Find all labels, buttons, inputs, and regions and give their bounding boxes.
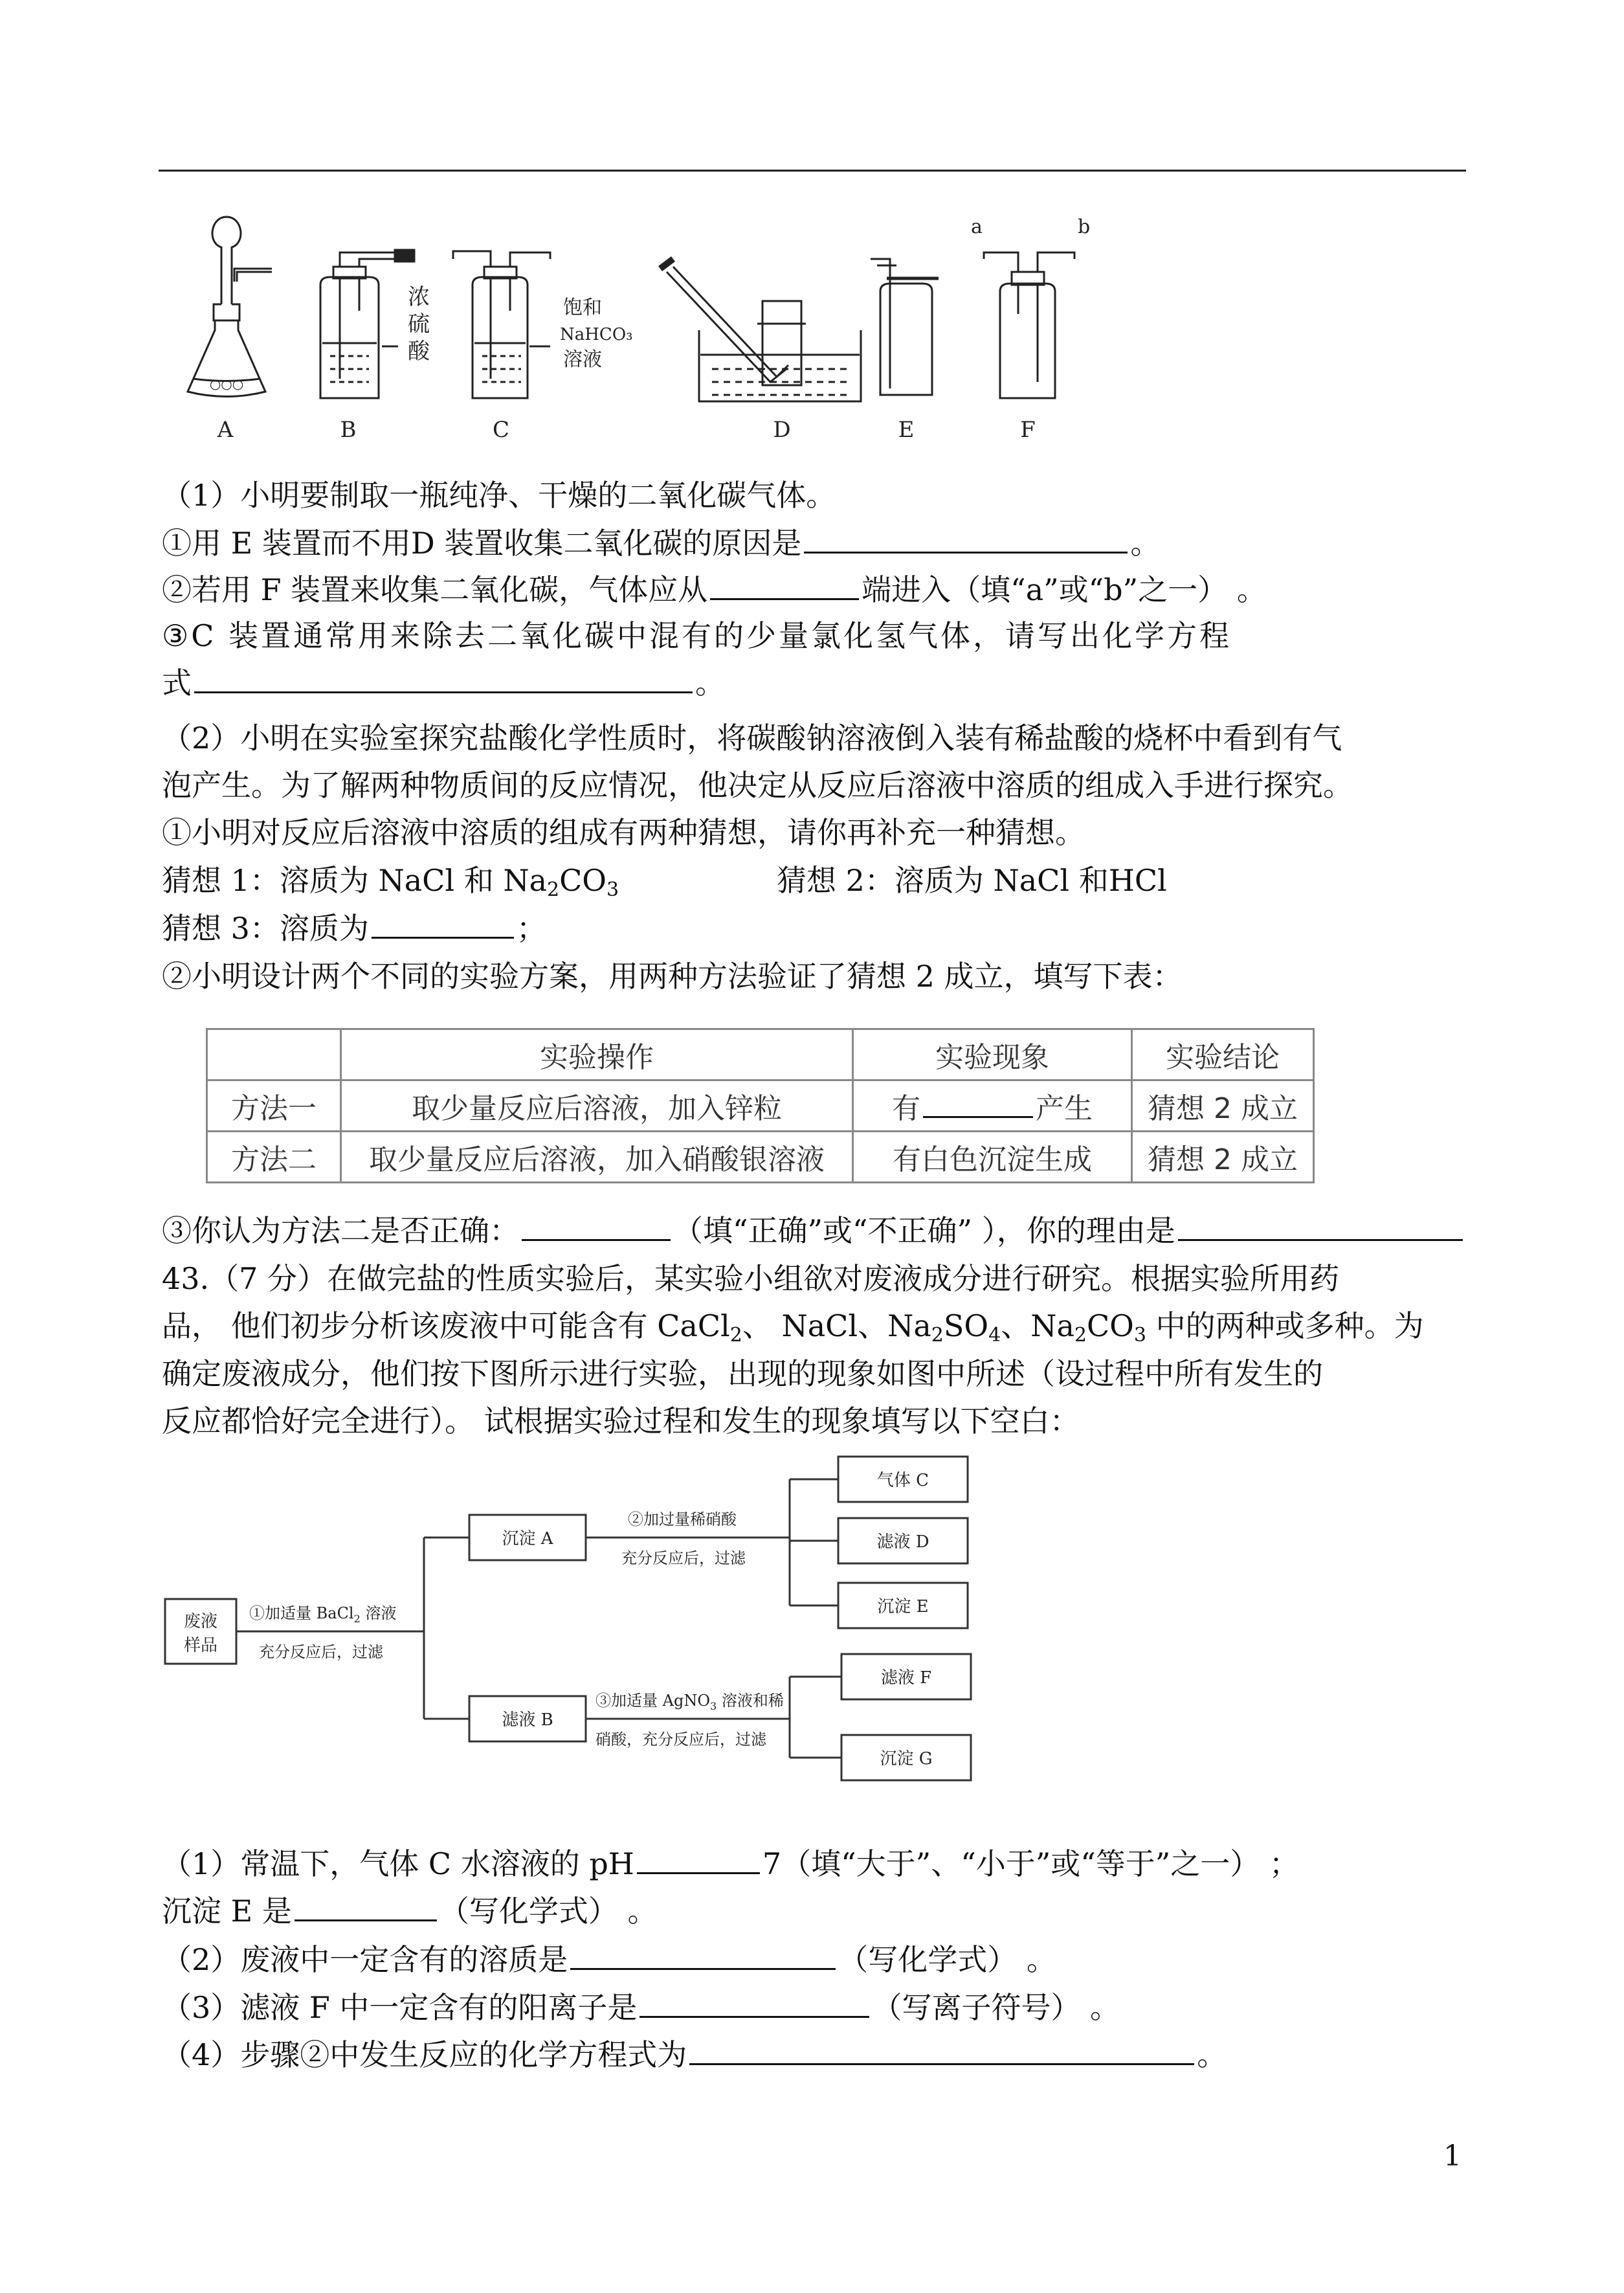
answer-blank[interactable]: [640, 1987, 869, 2018]
svg-text:沉淀 A: 沉淀 A: [502, 1529, 553, 1549]
apparatus-a: [188, 217, 272, 443]
svg-text:②加过量稀硝酸: ②加过量稀硝酸: [628, 1510, 737, 1528]
svg-text:①加适量 BaCl2 溶液: ①加适量 BaCl$_2$ 溶液: [249, 1604, 397, 1625]
svg-text:滤液 D: 滤液 D: [876, 1532, 929, 1552]
q2-step3: ③你认为方法二是否正确： （填“正确”或“不正确” ），你的理由是: [162, 1211, 1465, 1250]
svg-text:溶液: 溶液: [563, 348, 602, 371]
flowchart: [162, 1453, 1003, 1790]
svg-text:③加适量 AgNO3 溶液和稀: ③加适量 AgNO$_3$ 溶液和稀: [595, 1692, 784, 1712]
svg-text:沉淀 E: 沉淀 E: [877, 1597, 929, 1616]
answer-blank[interactable]: [372, 908, 514, 939]
svg-text:样品: 样品: [183, 1636, 218, 1655]
apparatus-e: [871, 259, 939, 443]
guess-1: 猜想 1：溶质为 NaCl 和 $Na_2CO_3$: [162, 863, 619, 901]
q2-intro-2: 泡产生。为了解两种物质间的反应情况，他决定从反应后溶液中溶质的组成入手进行探究。: [162, 768, 1353, 803]
q43-sub3: （3）滤液 F 中一定含有的阳离子是 （写离子符号） 。: [162, 1987, 1120, 2027]
answer-blank[interactable]: [710, 570, 859, 600]
q43-sub4: （4）步骤②中发生反应的化学方程式为 。: [162, 2035, 1227, 2074]
svg-text:滤液 F: 滤液 F: [880, 1668, 932, 1688]
svg-text:a: a: [971, 216, 983, 238]
q2-step2: ②小明设计两个不同的实验方案，用两种方法验证了猜想 2 成立，填写下表：: [162, 959, 1183, 994]
q43-line-4: 反应都恰好完全进行）。 试根据实验过程和发生的现象填写以下空白：: [162, 1404, 1080, 1438]
q43-line-3: 确定废液成分，他们按下图所示进行实验，出现的现象如图中所述（设过程中所有发生的: [162, 1356, 1323, 1391]
svg-text:气体 C: 气体 C: [876, 1471, 929, 1490]
answer-blank[interactable]: [804, 523, 1128, 554]
svg-text:C: C: [492, 417, 510, 443]
q1-item2: ②若用 F 装置来收集二氧化碳，气体应从 端进入（填“a”或“b”之一） 。: [162, 570, 1267, 609]
answer-blank[interactable]: [923, 1093, 1033, 1118]
svg-text:F: F: [1020, 417, 1036, 443]
apparatus-b: [320, 250, 430, 443]
q43-sub2: （2）废液中一定含有的溶质是 （写化学式） 。: [162, 1940, 1056, 1979]
guess-3: 猜想 3：溶质为 ；: [162, 908, 546, 948]
apparatus-d: [660, 259, 861, 443]
svg-text:D: D: [773, 417, 791, 443]
answer-blank[interactable]: [570, 1940, 836, 1970]
svg-text:沉淀 G: 沉淀 G: [880, 1749, 933, 1769]
q43-sub1-cont: 沉淀 E 是 （写化学式） 。: [162, 1891, 657, 1930]
answer-blank[interactable]: [194, 663, 693, 693]
answer-blank[interactable]: [1178, 1211, 1463, 1241]
svg-text:B: B: [340, 417, 357, 443]
svg-text:废液: 废液: [183, 1612, 218, 1631]
experiment-table: [206, 1028, 1315, 1183]
answer-blank[interactable]: [522, 1211, 671, 1241]
svg-text:充分反应后，过滤: 充分反应后，过滤: [259, 1643, 383, 1661]
svg-text:充分反应后，过滤: 充分反应后，过滤: [621, 1549, 746, 1567]
svg-text:酸: 酸: [408, 339, 430, 364]
apparatus-f: [971, 216, 1090, 443]
q43-line-1: 43.（7 分）在做完盐的性质实验后，某实验小组欲对废液成分进行研究。根据实验所用药: [162, 1261, 1340, 1296]
table-header-row: 实验操作 实验现象 实验结论: [207, 1029, 1314, 1080]
apparatus-c: [453, 251, 633, 443]
svg-text:○○○: ○○○: [209, 376, 244, 392]
guess-2: 猜想 2：溶质为 NaCl 和HCl: [777, 863, 1167, 898]
svg-text:饱和: 饱和: [563, 296, 602, 319]
apparatus-figure: [175, 207, 1133, 453]
svg-text:滤液 B: 滤液 B: [502, 1710, 553, 1730]
svg-text:浓: 浓: [408, 284, 430, 310]
answer-blank[interactable]: [637, 1844, 760, 1874]
svg-text:NaHCO₃: NaHCO₃: [560, 325, 633, 344]
q43-sub1: （1）常温下，气体 C 水溶液的 pH 7（填“大于”、“小于”或“等于”之一） ；: [162, 1844, 1299, 1883]
svg-text:硫: 硫: [408, 311, 430, 337]
answer-blank[interactable]: [295, 1891, 437, 1921]
page-number: 1: [1443, 2140, 1462, 2173]
q1-item3: ③C 装置通常用来除去二氧化碳中混有的少量氯化氢气体，请写出化学方程: [162, 618, 1232, 653]
q2-step1: ①小明对反应后溶液中溶质的组成有两种猜想，请你再补充一种猜想。: [162, 815, 1085, 850]
label-a: A: [217, 417, 234, 443]
q1-item3-cont: 式 。: [162, 663, 725, 702]
table-row: 方法一 取少量反应后溶液，加入锌粒 有 产生 猜想 2 成立: [207, 1080, 1314, 1132]
table-row: 方法二 取少量反应后溶液，加入硝酸银溶液 有白色沉淀生成 猜想 2 成立: [207, 1132, 1314, 1183]
svg-text:b: b: [1078, 216, 1091, 238]
q2-intro-1: （2）小明在实验室探究盐酸化学性质时，将碳酸钠溶液倒入装有稀盐酸的烧杯中看到有气: [162, 721, 1342, 755]
answer-blank[interactable]: [689, 2035, 1194, 2065]
header-rule: [159, 170, 1466, 172]
svg-text:E: E: [898, 417, 915, 443]
svg-text:硝酸，充分反应后，过滤: 硝酸，充分反应后，过滤: [595, 1730, 766, 1749]
q1-title: （1）小明要制取一瓶纯净、干燥的二氧化碳气体。: [162, 478, 836, 513]
q43-line-2: 品， 他们初步分析该废液中可能含有 CaCl$_2$、 NaCl、$Na_2SO_4$、$Na_2CO_3$ 中的两种或多种。为: [162, 1308, 1424, 1347]
q1-item1: ①用 E 装置而不用D 装置收集二氧化碳的原因是 。: [162, 523, 1160, 563]
